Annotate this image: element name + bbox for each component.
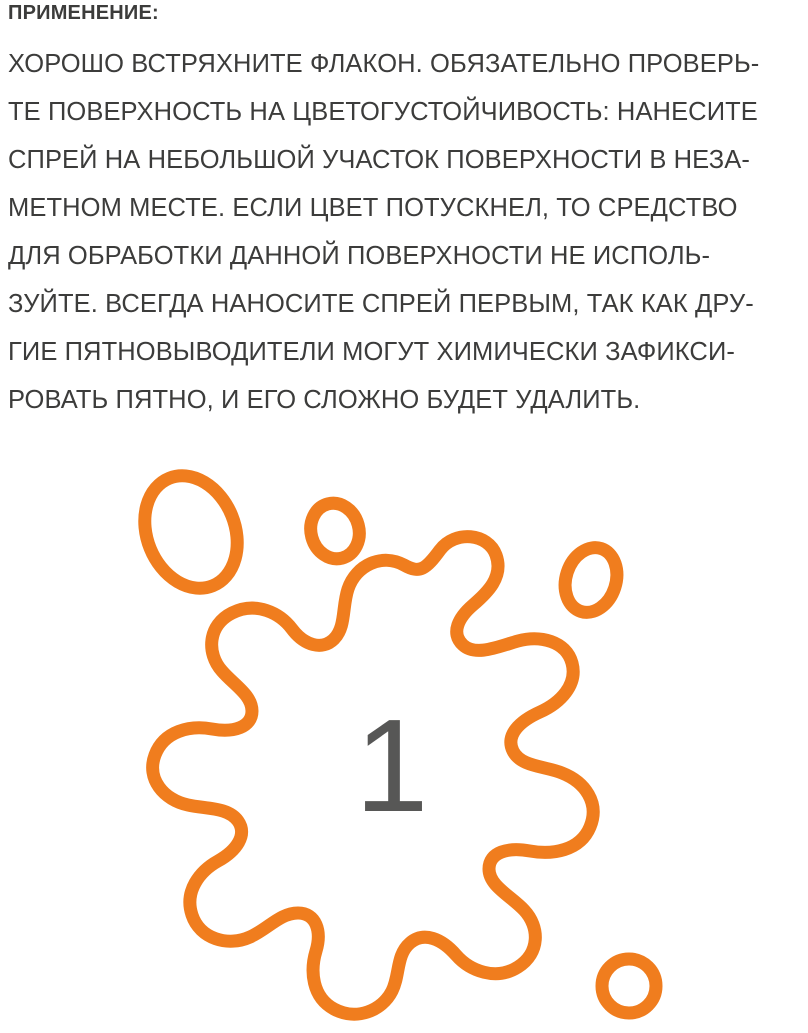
paragraph-line: ЗУЙТЕ. ВСЕГДА НАНОСИТЕ СПРЕЙ ПЕРВЫМ, ТАК КАК ДРУ- [8, 290, 754, 318]
paragraph-line: МЕТНОМ МЕСТЕ. ЕСЛИ ЦВЕТ ПОТУСКНЕЛ, ТО СРЕДСТВО [8, 194, 738, 222]
section-heading: ПРИМЕНЕНИЕ: [8, 2, 159, 24]
paragraph-line: СПРЕЙ НА НЕБОЛЬШОЙ УЧАСТОК ПОВЕРХНОСТИ В НЕЗА- [8, 146, 750, 174]
paragraph-line: ГИЕ ПЯТНОВЫВОДИТЕЛИ МОГУТ ХИМИЧЕСКИ ЗАФИКСИ- [8, 338, 735, 366]
paragraph-line: ДЛЯ ОБРАБОТКИ ДАННОЙ ПОВЕРХНОСТИ НЕ ИСПОЛЬ- [8, 242, 711, 270]
paragraph-line: РОВАТЬ ПЯТНО, И ЕГО СЛОЖНО БУДЕТ УДАЛИТЬ. [8, 386, 641, 414]
stain-splat-illustration [0, 455, 808, 1033]
step-number: 1 [355, 692, 429, 839]
instructions-paragraph [8, 40, 800, 424]
paragraph-line: ТЕ ПОВЕРХНОСТЬ НА ЦВЕТОГУСТОЙЧИВОСТЬ: НАНЕСИТЕ [8, 98, 758, 126]
paragraph-line: ХОРОШО ВСТРЯХНИТЕ ФЛАКОН. ОБЯЗАТЕЛЬНО ПРОВЕРЬ- [8, 50, 760, 78]
